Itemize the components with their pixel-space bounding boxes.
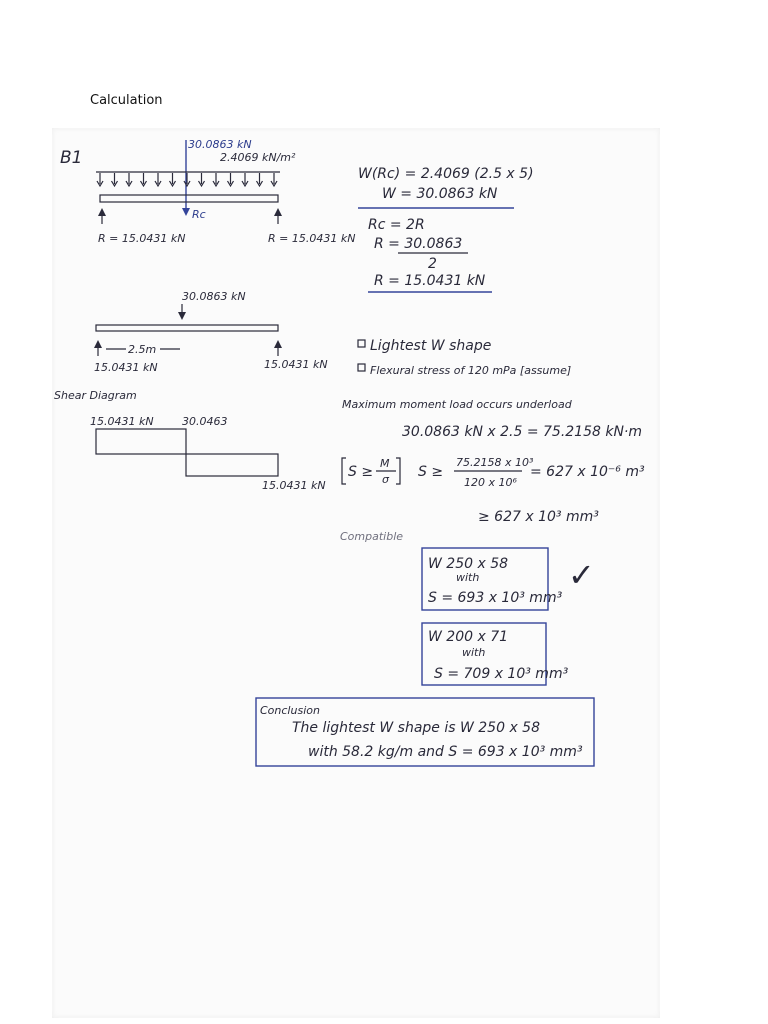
checkbox-1 [358,340,365,347]
shear-value-right: 15.0431 kN [262,479,326,492]
fbd-left-arrowhead [94,340,102,348]
part-label: B1 [60,148,83,168]
reaction-eq-2-num: R = 30.0863 [374,236,463,252]
page-heading: Calculation [90,93,163,108]
formula-num: M [380,457,390,470]
formula-lhs: S ≥ [348,464,374,480]
beam-1 [100,195,278,202]
fbd-right-reaction: 15.0431 kN [264,358,328,371]
assumptions-list [358,338,571,377]
load-diagram [96,138,355,245]
selected-check-icon: ✓ [568,556,595,594]
load-eq-1: W(Rc) = 2.4069 (2.5 x 5) [358,166,534,182]
load-eq-2: W = 30.0863 kN [382,186,498,202]
moment-note: Maximum moment load occurs underload [342,398,572,411]
reaction-eq-3: R = 15.0431 kN [374,273,486,289]
moment-calc [342,398,642,440]
option-2-with: with [462,646,486,659]
calc-prefix: S ≥ [418,464,444,480]
distributed-load-arrows [97,173,277,186]
formula-den: σ [382,473,389,486]
distributed-load-label: 2.4069 kN/m² [220,151,296,164]
option-1-shape: W 250 x 58 [428,556,509,572]
moment-equation: 30.0863 kN x 2.5 = 75.2158 kN·m [402,424,643,440]
section-modulus-calc [342,456,645,525]
load-equations [358,166,534,292]
calc-result: = 627 x 10⁻⁶ m³ [530,464,645,480]
compatible-label: Compatible [340,530,404,543]
assumption-2: Flexural stress of 120 mPa [assume] [370,364,572,377]
beam-2 [96,325,278,331]
conclusion-line-2: with 58.2 kg/m and S = 693 x 10³ mm³ [308,744,583,760]
option-1-s: S = 693 x 10³ mm³ [428,590,563,606]
conclusion-label: Conclusion [260,704,320,717]
scanned-worksheet [52,128,660,1018]
result-mm: ≥ 627 x 10³ mm³ [478,509,599,525]
resultant-load-arrowhead [182,208,190,216]
option-1-with: with [456,571,480,584]
reaction-eq-1: Rc = 2R [368,217,425,233]
conclusion [256,698,594,766]
free-body-diagram [94,290,328,374]
conclusion-line-1: The lightest W shape is W 250 x 58 [292,720,541,736]
reaction-right-label: R = 15.0431 kN [268,232,356,245]
reaction-eq-2-den: 2 [428,256,437,272]
reaction-center-label: Rc [192,208,206,221]
option-2-shape: W 200 x 71 [428,629,509,645]
shear-block-negative [186,454,278,476]
calc-denominator: 120 x 10⁶ [464,476,517,489]
reaction-left-label: R = 15.0431 kN [98,232,186,245]
shear-diagram [54,389,326,492]
handwritten-calculation [52,128,660,1018]
shear-value-left: 15.0431 kN [90,415,154,428]
span-label: 2.5m [128,343,157,356]
fbd-right-arrowhead [274,340,282,348]
checkbox-2 [358,364,365,371]
calc-numerator: 75.2158 x 10³ [456,456,534,469]
fbd-left-reaction: 15.0431 kN [94,361,158,374]
left-support-arrowhead [98,208,106,216]
fbd-load-arrowhead [178,312,186,320]
shear-diagram-title: Shear Diagram [54,389,137,402]
fbd-load-label: 30.0863 kN [182,290,246,303]
assumption-1: Lightest W shape [370,338,492,354]
compatible-shapes [340,530,595,685]
resultant-load-label: 30.0863 kN [188,138,252,151]
shear-value-mid: 30.0463 [182,415,228,428]
shear-block-positive [96,429,186,454]
right-support-arrowhead [274,208,282,216]
option-2-s: S = 709 x 10³ mm³ [434,666,569,682]
